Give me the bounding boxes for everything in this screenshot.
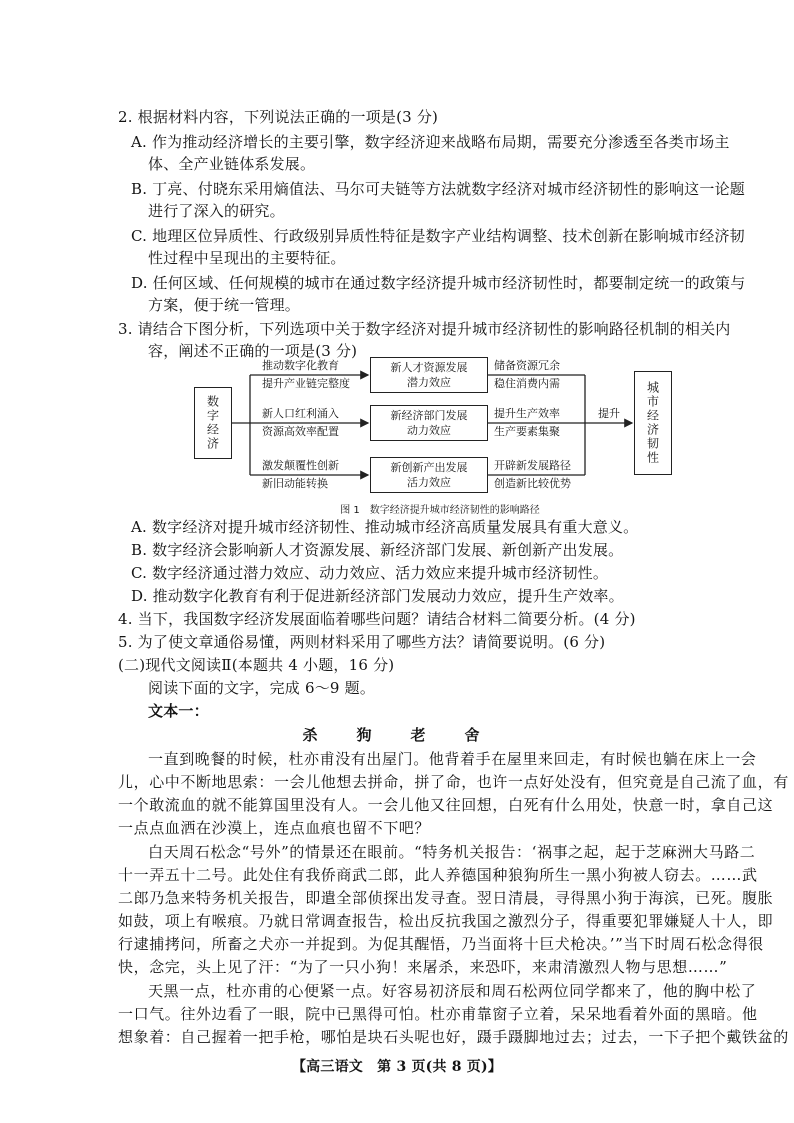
row1-mid-box — [370, 357, 488, 393]
story-line: 一直到晚餐的时候，杜亦甫没有出屋门。他背着手在屋里来回走，有时候也躺在床上一会 — [148, 750, 757, 768]
row3-mid-label1: 新创新产出发展 — [390, 461, 468, 474]
q3-option-d: D. 推动数字化教育有利于促进新经济部门发展动力效应，提升生产效率。 — [131, 587, 624, 605]
row2-mid-label1: 新经济部门发展 — [390, 409, 468, 422]
story-line: 快，念完，头上见了汗：“为了一只小狗！来屠杀，来恐吓，来肃清激烈人物与思想……” — [118, 958, 728, 976]
q5: 5. 为了使文章通俗易懂，两则材料采用了哪些方法？请简要说明。(6 分) — [118, 633, 606, 651]
q2-option-c-line1: C. 地理区位异质性、行政级别异质性特征是数字产业结构调整、技术创新在影响城市经济韧 — [131, 227, 745, 245]
story-line: 天黑一点，杜亦甫的心便紧一点。好容易初济辰和周石松两位同学都来了，他的胸中松了 — [148, 982, 757, 1000]
row1-left-label2: 提升产业链完整度 — [262, 377, 350, 390]
row2-mid-label2: 动力效应 — [407, 424, 451, 437]
story-line: 一个敢流血的就不能算国里没有人。一会儿他又往回想，白死有什么用处，快意一时，拿自己这 — [118, 796, 774, 814]
row1-left-label1: 推动数字化教育 — [262, 359, 339, 372]
reading-instruction: 阅读下面的文字，完成 6～9 题。 — [148, 679, 376, 697]
row2-right-label2: 生产要素集聚 — [494, 425, 560, 438]
row1-right-label2: 稳住消费内需 — [494, 377, 560, 390]
q4: 4. 当下，我国数字经济发展面临着哪些问题？请结合材料二简要分析。(4 分) — [118, 610, 636, 628]
q2-option-b-line2: 进行了深入的研究。 — [148, 202, 285, 220]
story-line: 如鼓，项上有喉痕。乃就日常调查报告，检出反抗我国之激烈分子，得重要犯罪嫌疑人十人，即 — [118, 912, 774, 930]
q2-option-d-line2: 方案，便于统一管理。 — [148, 296, 301, 314]
section2-heading: (二)现代文阅读Ⅱ(本题共 4 小题，16 分) — [118, 656, 395, 674]
story-line: 十一弄五十二号。此处住有我侨商武二郎，此人养德国种狼狗所生一黑小狗被人窃去。……武 — [118, 866, 758, 884]
row3-right-label2: 创造新比较优势 — [494, 477, 571, 490]
row3-mid-label2: 活力效应 — [407, 476, 451, 489]
story-line: 想象着：自己握着一把手枪，哪怕是块石头呢也好，蹑手蹑脚地过去；过去，一下子把个戴铁盆的 — [118, 1028, 789, 1046]
story-line: 二郎乃急来特务机关报告，即遣全部侦探出发寻查。翌日清晨，寻得黑小狗于海滨，已死。腹胀 — [118, 889, 774, 907]
row3-mid-box — [370, 457, 488, 493]
story-line: 一口气。往外边看了一眼，院中已黑得可怕。杜亦甫靠窗子立着，呆呆地看着外面的黑暗。他 — [118, 1005, 758, 1023]
urban-resilience-box: 城市经济韧性 — [634, 371, 672, 475]
row1-mid-label1: 新人才资源发展 — [390, 361, 468, 374]
row3-left-label1: 激发颠覆性创新 — [262, 459, 339, 472]
story-line: 行逮捕拷问，所畜之犬亦一并捉到。为促其醒悟，乃当面将十巨犬枪决。’”当下时周石松念得很 — [118, 935, 764, 953]
influence-path-diagram — [190, 353, 690, 516]
row2-mid-box — [370, 405, 488, 441]
row3-left-label2: 新旧动能转换 — [262, 477, 328, 490]
q3-stem-line2: 容，阐述不正确的一项是(3 分) — [148, 342, 358, 360]
story-line: 一点点血洒在沙漠上，连点血痕也留不下吧？ — [118, 819, 431, 837]
row2-left-label1: 新人口红利涌入 — [262, 407, 339, 420]
diagram-caption: 图 1 数字经济提升城市经济韧性的影响路径 — [340, 505, 540, 516]
row3-right-label1: 开辟新发展路径 — [494, 459, 571, 472]
text-one-label: 文本一： — [148, 702, 209, 720]
story-line: 白天周石松念“号外”的情景还在眼前。“特务机关报告：‘祸事之起，起于芝麻洲大马路二 — [148, 843, 756, 861]
row2-right-label1: 提升生产效率 — [494, 407, 560, 420]
story-line: 儿，心中不断地思索：一会儿他想去拼命，拼了命，也许一点好处没有，但究竟是自己流了血，有 — [118, 773, 789, 791]
q2-option-a-line1: A. 作为推动经济增长的主要引擎，数字经济迎来战略布局期，需要充分渗透至各类市场主 — [131, 133, 730, 151]
q2-option-b-line1: B. 丁亮、付晓东采用熵值法、马尔可夫链等方法就数字经济对城市经济韧性的影响这一论题 — [131, 180, 745, 198]
arrow-label: 提升 — [598, 407, 620, 420]
page-footer: 【高三语文 第 3 页(共 8 页)】 — [291, 1059, 503, 1075]
q2-option-d-line1: D. 任何区域、任何规模的城市在通过数字经济提升城市经济韧性时，都要制定统一的政策与 — [131, 274, 746, 292]
q2-stem: 2. 根据材料内容，下列说法正确的一项是(3 分) — [118, 108, 439, 126]
q2-option-c-line2: 性过程中呈现出的主要特征。 — [148, 249, 346, 267]
digital-economy-box: 数字经济 — [194, 387, 232, 459]
q3-stem-line1: 3. 请结合下图分析，下列选项中关于数字经济对提升城市经济韧性的影响路径机制的相关内 — [118, 320, 731, 338]
q3-option-c: C. 数字经济通过潜力效应、动力效应、活力效应来提升城市经济韧性。 — [131, 564, 609, 582]
story-title: 杀 狗 老 舍 — [302, 726, 492, 744]
row1-mid-label2: 潜力效应 — [407, 376, 451, 389]
q2-option-a-line2: 体、全产业链体系发展。 — [148, 155, 316, 173]
q3-option-b: B. 数字经济会影响新人才资源发展、新经济部门发展、新创新产出发展。 — [131, 541, 624, 559]
q3-option-a: A. 数字经济对提升城市经济韧性、推动城市经济高质量发展具有重大意义。 — [131, 518, 639, 536]
row2-left-label2: 资源高效率配置 — [262, 425, 339, 438]
row1-right-label1: 储备资源冗余 — [494, 359, 560, 372]
